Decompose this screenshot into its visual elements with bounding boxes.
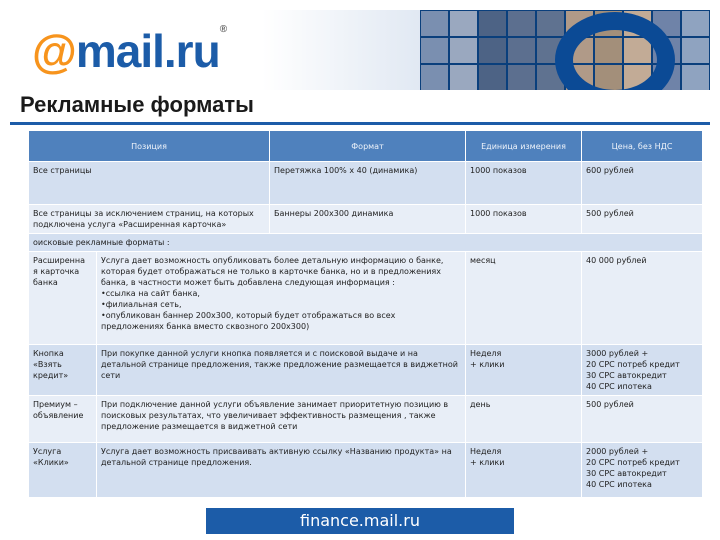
- cell-unit-line: 1000 показов: [470, 209, 527, 218]
- table-row: [29, 205, 703, 234]
- table-row: [29, 443, 703, 498]
- cell-description-line: предложениях банка вместо сквозного 200х300): [101, 322, 310, 331]
- cell-price-line: 20 СРС потреб кредит: [586, 458, 680, 467]
- cell-description-line: •опубликован баннер 200х300, который будет отображаться во всех: [101, 311, 396, 320]
- cell-position-line: кредит»: [33, 371, 69, 380]
- cell-price: [582, 345, 703, 396]
- cell-position-line: Все страницы за исключением страниц, на которых: [33, 209, 254, 218]
- cell-price: [582, 162, 703, 205]
- cell-description-line: которая будет отображаться не только в карточке банка, но и в предложениях: [101, 267, 441, 276]
- cell-description: [97, 396, 466, 443]
- cell-price: [582, 252, 703, 345]
- table-row: [29, 252, 703, 345]
- collage-photo: [681, 64, 710, 90]
- cell-position: [29, 345, 97, 396]
- cell-unit-line: + клики: [470, 458, 505, 467]
- cell-position-line: Премиум –: [33, 400, 78, 409]
- cell-position-line: «Клики»: [33, 458, 69, 467]
- table-row: [29, 396, 703, 443]
- cell-price-line: 3000 рублей +: [586, 349, 649, 358]
- cell-description: [97, 252, 466, 345]
- cell-price-line: 600 рублей: [586, 166, 634, 175]
- cell-unit: [466, 252, 582, 345]
- collage-photo: [507, 64, 536, 90]
- collage-photo: [478, 37, 507, 64]
- cell-description-line: •филиальная сеть,: [101, 300, 182, 309]
- mailru-logo: @mail.ru®: [32, 24, 227, 77]
- cell-description-line: Услуга дает возможность присваивать активную ссылку «Названию продукта» на: [101, 447, 452, 456]
- collage-photo: [507, 10, 536, 37]
- table-row: [29, 162, 703, 205]
- cell-description: [97, 443, 466, 498]
- cell-description-line: предложение размещается в виджетной сети: [101, 422, 298, 431]
- cell-price-line: 40 000 рублей: [586, 256, 647, 265]
- cell-price-line: 500 рублей: [586, 209, 634, 218]
- cell-position-line: «Взять: [33, 360, 62, 369]
- collage-photo: [420, 37, 449, 64]
- cell-unit-line: месяц: [470, 256, 496, 265]
- cell-description-line: При подключение данной услуги объявление занимает приоритетную позицию в: [101, 400, 449, 409]
- header-position: Позиция: [29, 131, 270, 162]
- cell-unit-line: день: [470, 400, 491, 409]
- cell-description-line: поисковых результатах, что увеличивает эффективность размещения , также: [101, 411, 436, 420]
- collage-photo: [478, 64, 507, 90]
- cell-position-line: я карточка: [33, 267, 80, 276]
- section-label: оисковые рекламные форматы :: [29, 234, 703, 252]
- cell-unit: [466, 162, 582, 205]
- cell-unit: [466, 205, 582, 234]
- cell-format-line: Баннеры 200х300 динамика: [274, 209, 394, 218]
- cell-unit-line: + клики: [470, 360, 505, 369]
- cell-position-line: подключена услуга «Расширенная карточка»: [33, 220, 227, 229]
- cell-format: [270, 205, 466, 234]
- collage-photo: [681, 10, 710, 37]
- cell-unit: [466, 345, 582, 396]
- cell-price: [582, 205, 703, 234]
- title-underline: [10, 122, 710, 125]
- cell-description-line: сети: [101, 371, 121, 380]
- cell-price: [582, 443, 703, 498]
- cell-unit-line: Неделя: [470, 447, 502, 456]
- cell-position-line: Расширенна: [33, 256, 86, 265]
- cell-unit: [466, 396, 582, 443]
- header-banner: [10, 10, 710, 90]
- table-row: [29, 345, 703, 396]
- collage-photo: [420, 64, 449, 90]
- footer-site-label: finance.mail.ru: [206, 508, 514, 534]
- cell-description-line: При покупке данной услуги кнопка появляется и с поисковой выдаче и на: [101, 349, 418, 358]
- cell-position-line: Услуга: [33, 447, 62, 456]
- cell-description: [97, 345, 466, 396]
- cell-unit-line: 1000 показов: [470, 166, 527, 175]
- cell-price: [582, 396, 703, 443]
- cell-unit: [466, 443, 582, 498]
- cell-price-line: 40 СРС ипотека: [586, 480, 652, 489]
- page-title: Рекламные форматы: [20, 92, 254, 117]
- cell-price-line: 30 СРС автокредит: [586, 469, 667, 478]
- cell-position: [29, 443, 97, 498]
- cell-format: [270, 162, 466, 205]
- header-format: Формат: [270, 131, 466, 162]
- cell-description-line: детальной странице предложения.: [101, 458, 252, 467]
- cell-unit-line: Неделя: [470, 349, 502, 358]
- cell-price-line: 500 рублей: [586, 400, 634, 409]
- cell-position-line: Все страницы: [33, 166, 92, 175]
- cell-description-line: банка, в частности может быть добавлена следующая информация :: [101, 278, 395, 287]
- collage-photo: [449, 10, 478, 37]
- collage-photo: [507, 37, 536, 64]
- collage-photo: [420, 10, 449, 37]
- cell-price-line: 40 СРС ипотека: [586, 382, 652, 391]
- cell-position: [29, 396, 97, 443]
- collage-photo: [449, 64, 478, 90]
- collage-photo: [536, 10, 565, 37]
- cell-position-line: банка: [33, 278, 58, 287]
- cell-position: [29, 162, 270, 205]
- cell-position-line: Кнопка: [33, 349, 64, 358]
- cell-price-line: 30 СРС автокредит: [586, 371, 667, 380]
- cell-position: [29, 252, 97, 345]
- table-header-row: [29, 131, 703, 162]
- collage-photo: [681, 37, 710, 64]
- cell-position-line: объявление: [33, 411, 84, 420]
- ad-formats-table: [28, 130, 703, 498]
- section-row: [29, 234, 703, 252]
- header-unit: Единица измерения: [466, 131, 582, 162]
- cell-description-line: детальной странице предложения, также предложение размещается в виджетной: [101, 360, 458, 369]
- cell-description-line: Услуга дает возможность опубликовать более детальную информацию о банке,: [101, 256, 444, 265]
- cell-price-line: 20 СРС потреб кредит: [586, 360, 680, 369]
- collage-photo: [478, 10, 507, 37]
- cell-description-line: •ссылка на сайт банка,: [101, 289, 200, 298]
- collage-photo: [449, 37, 478, 64]
- cell-format-line: Перетяжка 100% x 40 (динамика): [274, 166, 418, 175]
- cell-position: [29, 205, 270, 234]
- cell-price-line: 2000 рублей +: [586, 447, 649, 456]
- header-price: Цена, без НДС: [582, 131, 703, 162]
